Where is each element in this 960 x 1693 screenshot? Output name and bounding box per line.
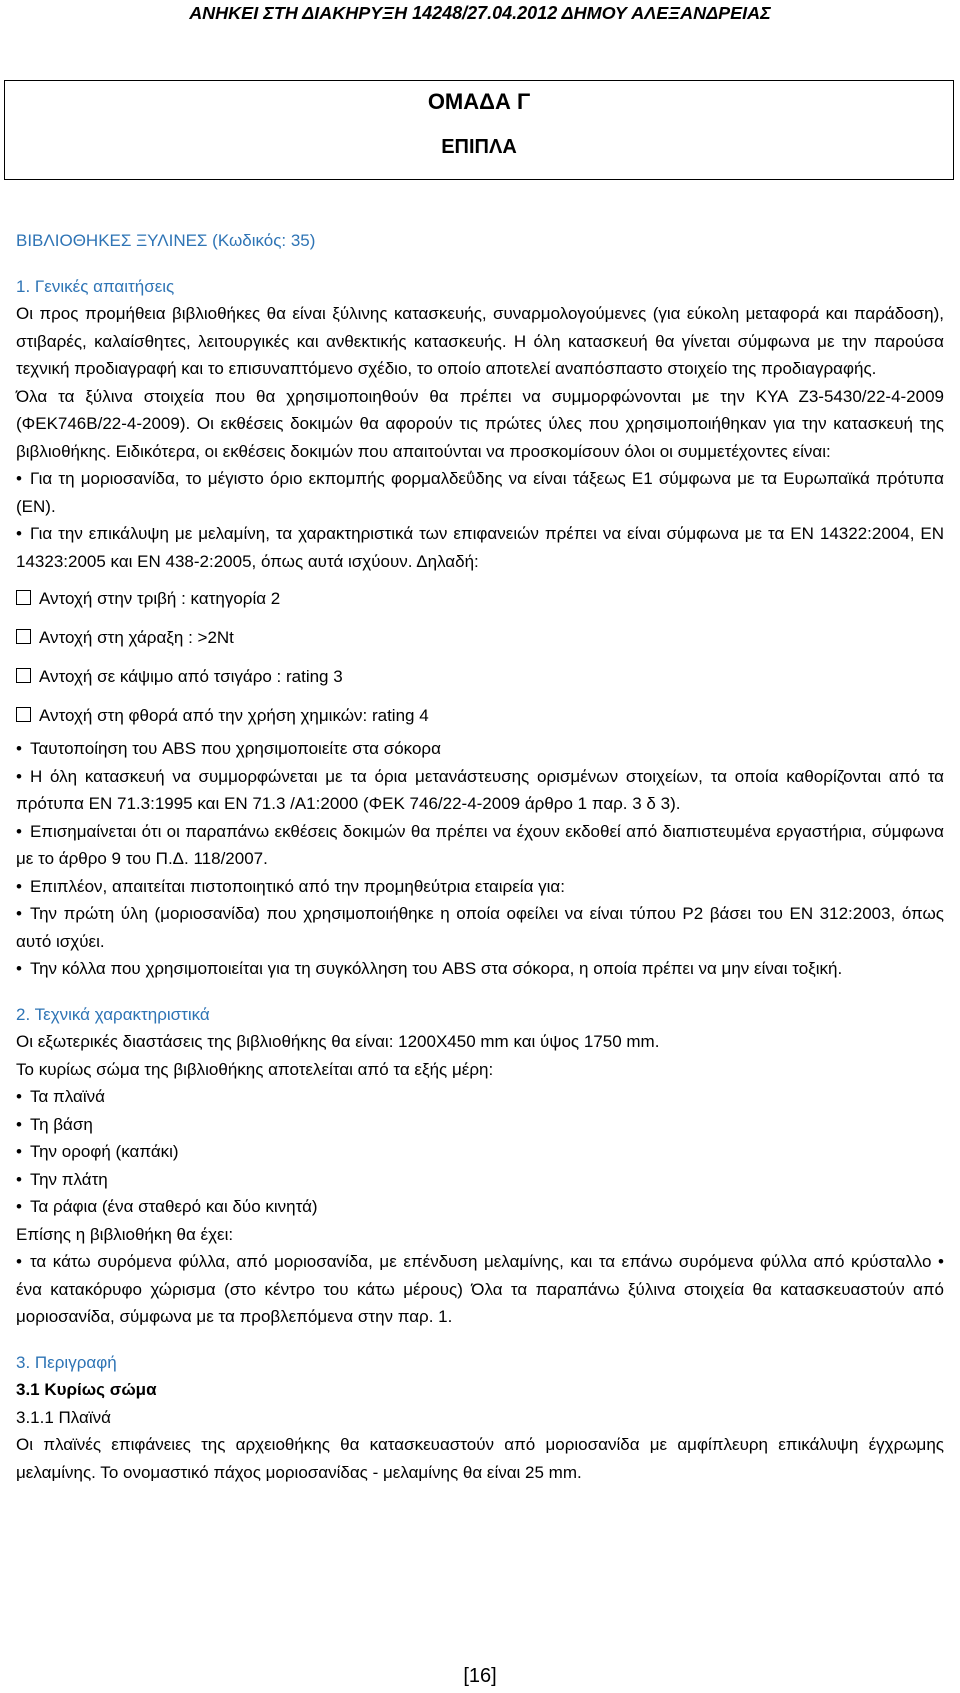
checkbox-icon — [16, 590, 31, 605]
group-title: ΟΜΑΔΑ Γ — [427, 89, 531, 114]
section-1-heading: 1. Γενικές απαιτήσεις — [16, 276, 175, 296]
checkbox-icon — [16, 707, 31, 722]
item-title: ΒΙΒΛΙΟΘΗΚΕΣ ΞΥΛΙΝΕΣ (Κωδικός: 35) — [16, 231, 316, 250]
section-2-paragraph-3: Επίσης η βιβλιοθήκη θα έχει: — [16, 1224, 234, 1244]
subsection-3-1: 3.1 Κυρίως σώμα — [16, 1380, 157, 1399]
section-3-heading: 3. Περιγραφή — [16, 1352, 117, 1372]
check-item-label: Αντοχή στην τριβή : κατηγορία 2 — [39, 589, 281, 608]
bullet-sliding-panels: • τα κάτω συρόμενα φύλλα, από μοριοσανίδα, με επένδυση μελαμίνης, και τα επάνω συρόμενα φύλλα από κρύσταλλο • ένα κατακόρυφο χώρισμα (στο κέντρο του κάτω μέρους) Όλα τα παραπάνω ξύλινα στοιχεία θα κατασκευαστούν από μοριοσανίδα, σύμφωνα με τα προβλεπόμενα στην παρ. 1. — [16, 1248, 944, 1331]
section-1-paragraph-2: Όλα τα ξύλινα στοιχεία που θα χρησιμοποιηθούν θα πρέπει να συμμορφώνονται με την ΚΥΑ Ζ3-5430/22-4-2009 (ΦΕΚ746Β/22-4-2009). Οι εκθέσεις δοκιμών θα αφορούν τις πρώτες ύλες που χρησιμοποιήθηκαν για την κατασκευή της βιβλιοθήκης. Ειδικότερα, οι εκθέσεις δοκιμών που απαιτούνται να προσκομίσουν όλοι οι συμμετέχοντες είναι: — [16, 386, 944, 461]
check-item — [16, 657, 944, 696]
section-2-paragraph-2: Το κυρίως σώμα της βιβλιοθήκης αποτελείται από τα εξής μέρη: — [16, 1059, 494, 1079]
document-body — [16, 227, 944, 1486]
page-number: [16] — [463, 1665, 497, 1687]
part-item: • Την οροφή (καπάκι) — [16, 1138, 944, 1166]
section-1-paragraph-1: Οι προς προμήθεια βιβλιοθήκες θα είναι ξύλινης κατασκευής, συναρμολογούμενες (για εύκολη μεταφορά και παράδοση), στιβαρές, καλαίσθητες, λειτουργικές και ανθεκτικής κατασκευής. Η όλη κατασκευή θα γίνεται σύμφωνα με την παρούσα τεχνική προδιαγραφή και το επισυναπτόμενο σχέδιο, το οποίο αποτελεί αναπόσπαστο στοιχείο της προδιαγραφής. — [16, 304, 944, 378]
check-item-label: Αντοχή στη φθορά από την χρήση χημικών: rating 4 — [39, 706, 429, 725]
bullet-abs: • Ταυτοποίηση του ABS που χρησιμοποιείτε στα σόκορα — [16, 735, 944, 763]
part-item: • Τη βάση — [16, 1111, 944, 1139]
part-item: • Τα ράφια (ένα σταθερό και δύο κινητά) — [16, 1193, 944, 1221]
check-item — [16, 618, 944, 657]
check-item-label: Αντοχή σε κάψιμο από τσιγάρο : rating 3 — [39, 667, 343, 686]
bullet-glue: • Την κόλλα που χρησιμοποιείται για τη συγκόλληση του ABS στα σόκορα, η οποία πρέπει να μην είναι τοξική. — [16, 955, 944, 983]
document-header: ΑΝΗΚΕΙ ΣΤΗ ΔΙΑΚΗΡΥΞΗ 14248/27.04.2012 ΔΗΜΟΥ ΑΛΕΞΑΝΔΡΕΙΑΣ — [189, 3, 771, 23]
bullet-accredited: • Επισημαίνεται ότι οι παραπάνω εκθέσεις δοκιμών θα πρέπει να έχουν εκδοθεί από διαπιστευμένα εργαστήρια, σύμφωνα με το άρθρο 9 του Π.Δ. 118/2007. — [16, 818, 944, 873]
section-2-heading: 2. Τεχνικά χαρακτηριστικά — [16, 1004, 210, 1024]
bullet-certificate: • Επιπλέον, απαιτείται πιστοποιητικό από την προμηθεύτρια εταιρεία για: — [16, 873, 944, 901]
group-subtitle: ΕΠΙΠΛΑ — [441, 136, 517, 158]
check-item — [16, 579, 944, 618]
bullet-migration: • Η όλη κατασκευή να συμμορφώνεται με τα όρια μετανάστευσης ορισμένων στοιχείων, τα οποία καθορίζονται από τα πρότυπα ΕΝ 71.3:1995 και ΕΝ 71.3 /Α1:2000 (ΦΕΚ 746/22-4-2009 άρθρο 1 παρ. 3 δ 3). — [16, 763, 944, 818]
bullet-formaldehyde: • Για τη μοριοσανίδα, το μέγιστο όριο εκπομπής φορμαλδεΰδης να είναι τάξεως Ε1 σύμφωνα με τα Ευρωπαϊκά πρότυπα (ΕΝ). — [16, 465, 944, 520]
group-title-box — [4, 80, 954, 180]
check-item — [16, 696, 944, 735]
bullet-raw-material: • Την πρώτη ύλη (μοριοσανίδα) που χρησιμοποιήθηκε η οποία οφείλει να είναι τύπου P2 βάσει του EN 312:2003, όπως αυτό ισχύει. — [16, 900, 944, 955]
subsection-3-1-1: 3.1.1 Πλαϊνά — [16, 1407, 111, 1427]
part-item: • Τα πλαϊνά — [16, 1083, 944, 1111]
check-item-label: Αντοχή στη χάραξη : >2Nt — [39, 628, 234, 647]
checkbox-icon — [16, 629, 31, 644]
section-2-paragraph-1: Οι εξωτερικές διαστάσεις της βιβλιοθήκης θα είναι: 1200X450 mm και ύψος 1750 mm. — [16, 1032, 660, 1051]
section-3-paragraph-1: Οι πλαϊνές επιφάνειες της αρχειοθήκης θα κατασκευαστούν από μοριοσανίδα με αμφίπλευρη επικάλυψη έγχρωμης μελαμίνης. Το ονομαστικό πάχος μοριοσανίδας - μελαμίνης θα είναι 25 mm. — [16, 1435, 944, 1482]
bullet-melamine: • Για την επικάλυψη με μελαμίνη, τα χαρακτηριστικά των επιφανειών πρέπει να είναι σύμφωνα με τα EN 14322:2004, EN 14323:2005 και EN 438-2:2005, όπως αυτά ισχύουν. Δηλαδή: — [16, 520, 944, 575]
checkbox-icon — [16, 668, 31, 683]
part-item: • Την πλάτη — [16, 1166, 944, 1194]
